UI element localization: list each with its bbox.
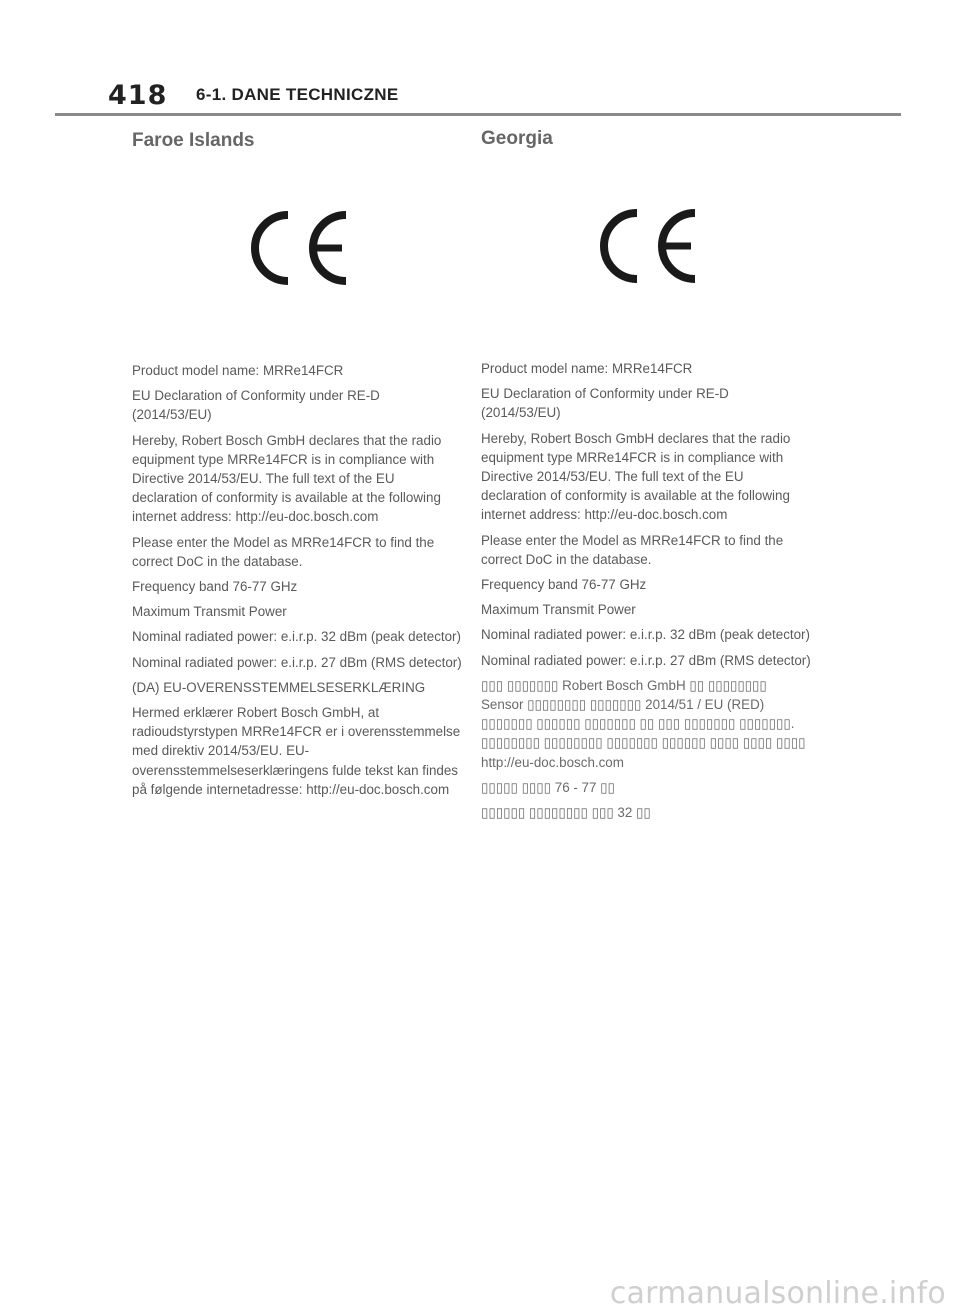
ce-mark bbox=[481, 153, 811, 331]
paragraph: Hereby, Robert Bosch GmbH declares that the radio equipment type MRRe14FCR is in compliance with Directive 2014/53/EU. The full text of the EU declaration of conformity is available at the following internet address: http://eu-doc.bosch.com bbox=[132, 432, 442, 525]
paragraph-untranslated: ▯▯▯ ▯▯▯▯▯▯▯ Robert Bosch GmbH ▯▯ ▯▯▯▯▯▯▯▯ Sensor ▯▯▯▯▯▯▯▯ ▯▯▯▯▯▯▯ 2014/51 / EU (RED) ▯▯▯▯▯▯▯ ▯▯▯▯▯▯ ▯▯▯▯▯▯▯ ▯▯ ▯▯▯ ▯▯▯▯▯▯▯ ▯▯▯▯▯▯▯. ▯▯▯▯▯▯▯▯ ▯▯▯▯▯▯▯▯ ▯▯▯▯▯▯▯ ▯▯▯▯▯▯ ▯▯▯▯ ▯▯▯▯ ▯▯▯▯ http://eu-doc.bosch.com bbox=[481, 677, 806, 770]
paragraph: Product model name: MRRe14FCR bbox=[132, 363, 344, 378]
paragraph: EU Declaration of Conformity under RE-D (2014/53/EU) bbox=[132, 388, 380, 423]
site-watermark: carmanualsonline.info bbox=[609, 1276, 946, 1311]
paragraph-list bbox=[481, 359, 811, 822]
paragraph: Please enter the Model as MRRe14FCR to find the correct DoC in the database. bbox=[132, 534, 435, 569]
ce-mark bbox=[132, 155, 462, 333]
paragraph: Frequency band 76-77 GHz bbox=[132, 579, 298, 595]
paragraph: Nominal radiated power: e.i.r.p. 32 dBm (peak detector) bbox=[132, 629, 461, 645]
paragraph: Hermed erklærer Robert Bosch GmbH, at radioudstyrstypen MRRe14FCR er i overensstemmelse med direktiv 2014/53/EU. EU-overensstemmelseserklæringens fulde tekst kan findes på følgende internetadresse: http://eu-doc.bosch.com bbox=[132, 705, 461, 797]
page-number: 418 bbox=[108, 79, 168, 111]
paragraph: Nominal radiated power: e.i.r.p. 27 dBm (RMS detector) bbox=[132, 654, 462, 670]
paragraph: (DA) EU-OVERENSSTEMMELSESERKLÆRING bbox=[132, 679, 426, 695]
paragraph-untranslated: ▯▯▯▯▯▯ ▯▯▯▯▯▯▯▯ ▯▯▯ 32 ▯▯ bbox=[481, 805, 651, 821]
paragraph: Please enter the Model as MRRe14FCR to find the correct DoC in the database. bbox=[481, 532, 784, 567]
paragraph: Maximum Transmit Power bbox=[132, 604, 287, 620]
paragraph-list bbox=[132, 361, 462, 799]
paragraph: Frequency band 76-77 GHz bbox=[481, 577, 647, 593]
country-heading: Georgia bbox=[481, 128, 553, 149]
paragraph: Nominal radiated power: e.i.r.p. 27 dBm (RMS detector) bbox=[481, 652, 811, 668]
paragraph: EU Declaration of Conformity under RE-D (2014/53/EU) bbox=[481, 386, 729, 421]
section-title: 6-1. DANE TECHNICZNE bbox=[196, 85, 399, 104]
paragraph: Nominal radiated power: e.i.r.p. 32 dBm (peak detector) bbox=[481, 627, 810, 643]
paragraph: Maximum Transmit Power bbox=[481, 602, 636, 618]
column-faroe-islands bbox=[132, 127, 462, 805]
page-header bbox=[108, 78, 398, 112]
paragraph-untranslated: ▯▯▯▯▯ ▯▯▯▯ 76 - 77 ▯▯ bbox=[481, 779, 615, 795]
ce-mark-icon bbox=[242, 208, 352, 288]
paragraph: Product model name: MRRe14FCR bbox=[481, 361, 693, 376]
column-georgia bbox=[481, 125, 811, 828]
country-heading: Faroe Islands bbox=[132, 130, 255, 151]
ce-mark-icon bbox=[591, 206, 701, 286]
header-divider bbox=[55, 113, 901, 116]
paragraph: Hereby, Robert Bosch GmbH declares that the radio equipment type MRRe14FCR is in compliance with Directive 2014/53/EU. The full text of the EU declaration of conformity is available at the following internet address: http://eu-doc.bosch.com bbox=[481, 430, 791, 523]
